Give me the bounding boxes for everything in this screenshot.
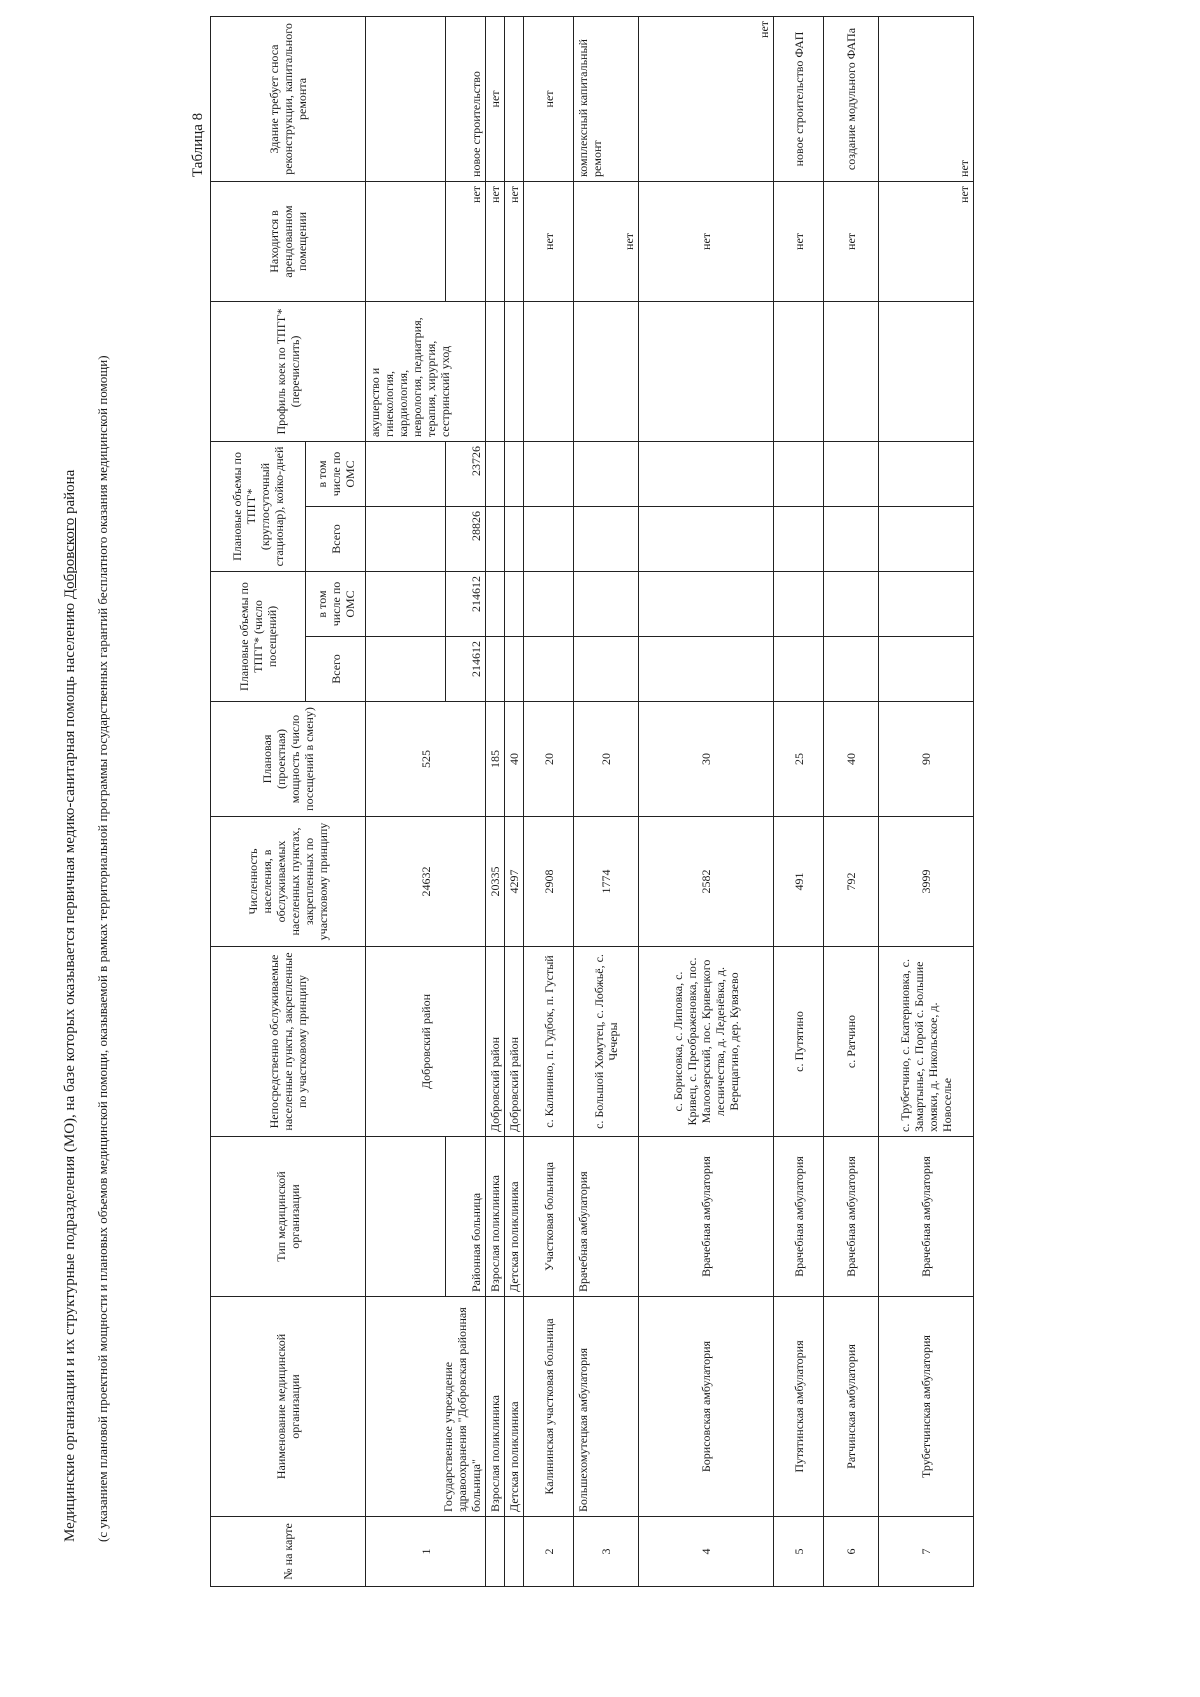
cell-beds-oms bbox=[505, 441, 524, 506]
cell-beds-oms bbox=[824, 441, 879, 506]
cell-visits-total bbox=[639, 637, 774, 702]
cell-num: 1 bbox=[366, 1517, 486, 1587]
header-row-1 bbox=[211, 16, 306, 1586]
cell-repair: нет bbox=[486, 16, 505, 181]
organizations-table bbox=[210, 16, 974, 1587]
cell-capacity: 20 bbox=[524, 702, 574, 817]
cell-capacity: 25 bbox=[774, 702, 824, 817]
cell-type: Врачебная амбулатория bbox=[574, 1137, 639, 1297]
table-row bbox=[879, 16, 974, 1586]
header-population: Численность населения, в обслуживаемых населенных пунктах, закрепленных по участковому принципу bbox=[211, 817, 366, 947]
cell-visits-oms bbox=[486, 571, 505, 636]
cell-population: 792 bbox=[824, 817, 879, 947]
cell-population: 24632 bbox=[366, 817, 486, 947]
cell-population: 491 bbox=[774, 817, 824, 947]
cell-profile bbox=[505, 301, 524, 441]
cell-profile: акушерство и гинекология, кардиология, неврология, педиатрия, терапия, хирургия, сестринский уход bbox=[366, 301, 486, 441]
header-num: № на карте bbox=[211, 1517, 366, 1587]
cell-served: с. Борисовка, с. Липовка, с. Кривец, с. Преображеновка, пос. Малоозерский, пос. Кривецкого лесничества, д. Леденёвка, д. Верещагино, дер. Кувязево bbox=[639, 947, 774, 1137]
cell-name: Трубетчинская амбулатория bbox=[879, 1297, 974, 1517]
cell-population: 20335 bbox=[486, 817, 505, 947]
cell-beds-oms bbox=[639, 441, 774, 506]
cell-name: Взрослая поликлиника bbox=[486, 1297, 505, 1517]
cell-beds-total bbox=[486, 506, 505, 571]
cell-type: Детская поликлиника bbox=[505, 1137, 524, 1297]
cell-beds-total bbox=[824, 506, 879, 571]
cell-served: с. Калинино, п. Гудбок, п. Густый bbox=[524, 947, 574, 1137]
cell-visits-oms bbox=[879, 571, 974, 636]
cell-name: Калининская участковая больница bbox=[524, 1297, 574, 1517]
cell-num: 7 bbox=[879, 1517, 974, 1587]
cell-profile bbox=[774, 301, 824, 441]
cell-served: Добровский район bbox=[366, 947, 486, 1137]
cell-num: 3 bbox=[574, 1517, 639, 1587]
cell-profile bbox=[639, 301, 774, 441]
cell-num: 2 bbox=[524, 1517, 574, 1587]
cell-visits-total bbox=[505, 637, 524, 702]
cell-served: с. Большой Хомутец, с. Лобжьё, с. Чечеры bbox=[574, 947, 639, 1137]
header-profile: Профиль коек по ТПГГ* (перечислить) bbox=[211, 301, 366, 441]
cell-beds-total bbox=[774, 506, 824, 571]
cell-name: Ратчинская амбулатория bbox=[824, 1297, 879, 1517]
cell-repair: нет bbox=[879, 16, 974, 181]
cell-repair bbox=[366, 16, 446, 181]
cell-type: Врачебная амбулатория bbox=[824, 1137, 879, 1297]
table-row bbox=[824, 16, 879, 1586]
title-district: Добровского bbox=[62, 517, 78, 600]
cell-beds-oms bbox=[879, 441, 974, 506]
cell-rented: нет bbox=[446, 181, 486, 301]
cell-visits-total bbox=[824, 637, 879, 702]
cell-type: Районная больница bbox=[446, 1137, 486, 1297]
header-beds-oms: в том числе по ОМС bbox=[306, 441, 366, 506]
cell-capacity: 30 bbox=[639, 702, 774, 817]
cell-visits-total bbox=[574, 637, 639, 702]
cell-type: Участковая больница bbox=[524, 1137, 574, 1297]
cell-rented bbox=[366, 181, 446, 301]
cell-type: Врачебная амбулатория bbox=[879, 1137, 974, 1297]
cell-served: с. Ратчино bbox=[824, 947, 879, 1137]
cell-visits-total bbox=[524, 637, 574, 702]
cell-num: 6 bbox=[824, 1517, 879, 1587]
cell-capacity: 40 bbox=[824, 702, 879, 817]
header-name: Наименование медицинской организации bbox=[211, 1297, 366, 1517]
cell-num: 4 bbox=[639, 1517, 774, 1587]
cell-rented: нет bbox=[824, 181, 879, 301]
cell-type: Врачебная амбулатория bbox=[774, 1137, 824, 1297]
cell-beds-oms bbox=[774, 441, 824, 506]
cell-name: Государственное учреждение здравоохранения "Добровская районная больница" bbox=[366, 1297, 486, 1517]
cell-capacity: 185 bbox=[486, 702, 505, 817]
cell-visits-oms bbox=[524, 571, 574, 636]
header-type: Тип медицинской организации bbox=[211, 1137, 366, 1297]
cell-beds-oms bbox=[524, 441, 574, 506]
header-rented: Находится в арендованном помещении bbox=[211, 181, 366, 301]
cell-visits-total bbox=[366, 637, 446, 702]
cell-repair: нет bbox=[524, 16, 574, 181]
cell-visits-oms bbox=[824, 571, 879, 636]
cell-beds-total bbox=[366, 506, 446, 571]
table-row bbox=[574, 16, 639, 1586]
cell-served: с. Трубетчино, с. Екатериновка, с. Замартынье, с. Порой с. Большие хомяки, д. Никольское, д. Новоселье bbox=[879, 947, 974, 1137]
cell-visits-total: 214612 bbox=[446, 637, 486, 702]
cell-visits-oms: 214612 bbox=[446, 571, 486, 636]
cell-visits-total bbox=[774, 637, 824, 702]
cell-beds-total bbox=[639, 506, 774, 571]
cell-served: с. Путятино bbox=[774, 947, 824, 1137]
header-visits: Плановые объемы по ТПГГ* (число посещений) bbox=[211, 571, 306, 701]
cell-beds-oms bbox=[366, 441, 446, 506]
cell-rented: нет bbox=[879, 181, 974, 301]
cell-visits-total bbox=[486, 637, 505, 702]
cell-num bbox=[486, 1517, 505, 1587]
cell-profile bbox=[574, 301, 639, 441]
cell-name: Детская поликлиника bbox=[505, 1297, 524, 1517]
cell-rented: нет bbox=[639, 181, 774, 301]
cell-profile bbox=[524, 301, 574, 441]
table-row bbox=[486, 16, 505, 1586]
cell-beds-oms bbox=[574, 441, 639, 506]
header-served: Непосредственно обслуживаемые населенные пункты, закрепленные по участковому принципу bbox=[211, 947, 366, 1137]
cell-name: Борисовская амбулатория bbox=[639, 1297, 774, 1517]
cell-type: Врачебная амбулатория bbox=[639, 1137, 774, 1297]
cell-population: 2582 bbox=[639, 817, 774, 947]
cell-num: 5 bbox=[774, 1517, 824, 1587]
header-capacity: Плановая (проектная) мощность (число посещений в смену) bbox=[211, 702, 366, 817]
cell-visits-oms bbox=[574, 571, 639, 636]
header-visits-total: Всего bbox=[306, 637, 366, 702]
header-visits-oms: в том числе по ОМС bbox=[306, 571, 366, 636]
cell-beds-total bbox=[505, 506, 524, 571]
table-row bbox=[366, 16, 446, 1586]
header-beds-total: Всего bbox=[306, 506, 366, 571]
document-title bbox=[60, 42, 80, 1542]
cell-beds-oms bbox=[486, 441, 505, 506]
cell-repair: комплексный капитальный ремонт bbox=[574, 16, 639, 181]
cell-capacity: 525 bbox=[366, 702, 486, 817]
cell-population: 3999 bbox=[879, 817, 974, 947]
cell-capacity: 20 bbox=[574, 702, 639, 817]
table-row bbox=[505, 16, 524, 1586]
cell-repair: нет bbox=[639, 16, 774, 181]
cell-beds-oms: 23726 bbox=[446, 441, 486, 506]
table-row bbox=[524, 16, 574, 1586]
cell-beds-total bbox=[574, 506, 639, 571]
cell-beds-total: 28826 bbox=[446, 506, 486, 571]
title-prefix: Медицинские организации и их структурные подразделения (МО), на базе которых оказывается первичная медико-санитарная помощь населению bbox=[62, 599, 78, 1542]
cell-type: Взрослая поликлиника bbox=[486, 1137, 505, 1297]
header-repair: Здание требует сноса реконструкции, капитального ремонта bbox=[211, 16, 366, 181]
cell-beds-total bbox=[879, 506, 974, 571]
cell-beds-total bbox=[524, 506, 574, 571]
cell-visits-oms bbox=[639, 571, 774, 636]
cell-capacity: 40 bbox=[505, 702, 524, 817]
cell-type bbox=[366, 1137, 446, 1297]
cell-name: Большехомутецкая амбулатория bbox=[574, 1297, 639, 1517]
cell-capacity: 90 bbox=[879, 702, 974, 817]
cell-rented: нет bbox=[486, 181, 505, 301]
title-suffix: района bbox=[62, 469, 78, 518]
cell-profile bbox=[486, 301, 505, 441]
cell-rented: нет bbox=[574, 181, 639, 301]
cell-num bbox=[505, 1517, 524, 1587]
cell-served: Добровский район bbox=[505, 947, 524, 1137]
cell-visits-oms bbox=[774, 571, 824, 636]
cell-population: 2908 bbox=[524, 817, 574, 947]
cell-repair bbox=[505, 16, 524, 181]
cell-population: 1774 bbox=[574, 817, 639, 947]
cell-repair: новое строительство bbox=[446, 16, 486, 181]
cell-population: 4297 bbox=[505, 817, 524, 947]
cell-repair: создание модульного ФАПа bbox=[824, 16, 879, 181]
table-label: Таблица 8 bbox=[190, 112, 206, 177]
cell-repair: новое строительство ФАП bbox=[774, 16, 824, 181]
cell-rented: нет bbox=[774, 181, 824, 301]
cell-visits-oms bbox=[505, 571, 524, 636]
cell-served: Добровский район bbox=[486, 947, 505, 1137]
cell-profile bbox=[824, 301, 879, 441]
cell-rented: нет bbox=[524, 181, 574, 301]
cell-visits-total bbox=[879, 637, 974, 702]
table-row bbox=[639, 16, 774, 1586]
document-subtitle: (с указанием плановой проектной мощности и плановых объемов медицинской помощи, оказываемой в рамках территориальной программы государственных гарантий бесплатного оказания медицинской помощи) bbox=[95, 355, 110, 1542]
cell-profile bbox=[879, 301, 974, 441]
table-row bbox=[774, 16, 824, 1586]
cell-visits-oms bbox=[366, 571, 446, 636]
cell-name: Путятинская амбулатория bbox=[774, 1297, 824, 1517]
header-beds: Плановые объемы по ТПГГ* (круглосуточный стационар), койко-дней bbox=[211, 441, 306, 571]
cell-rented: нет bbox=[505, 181, 524, 301]
